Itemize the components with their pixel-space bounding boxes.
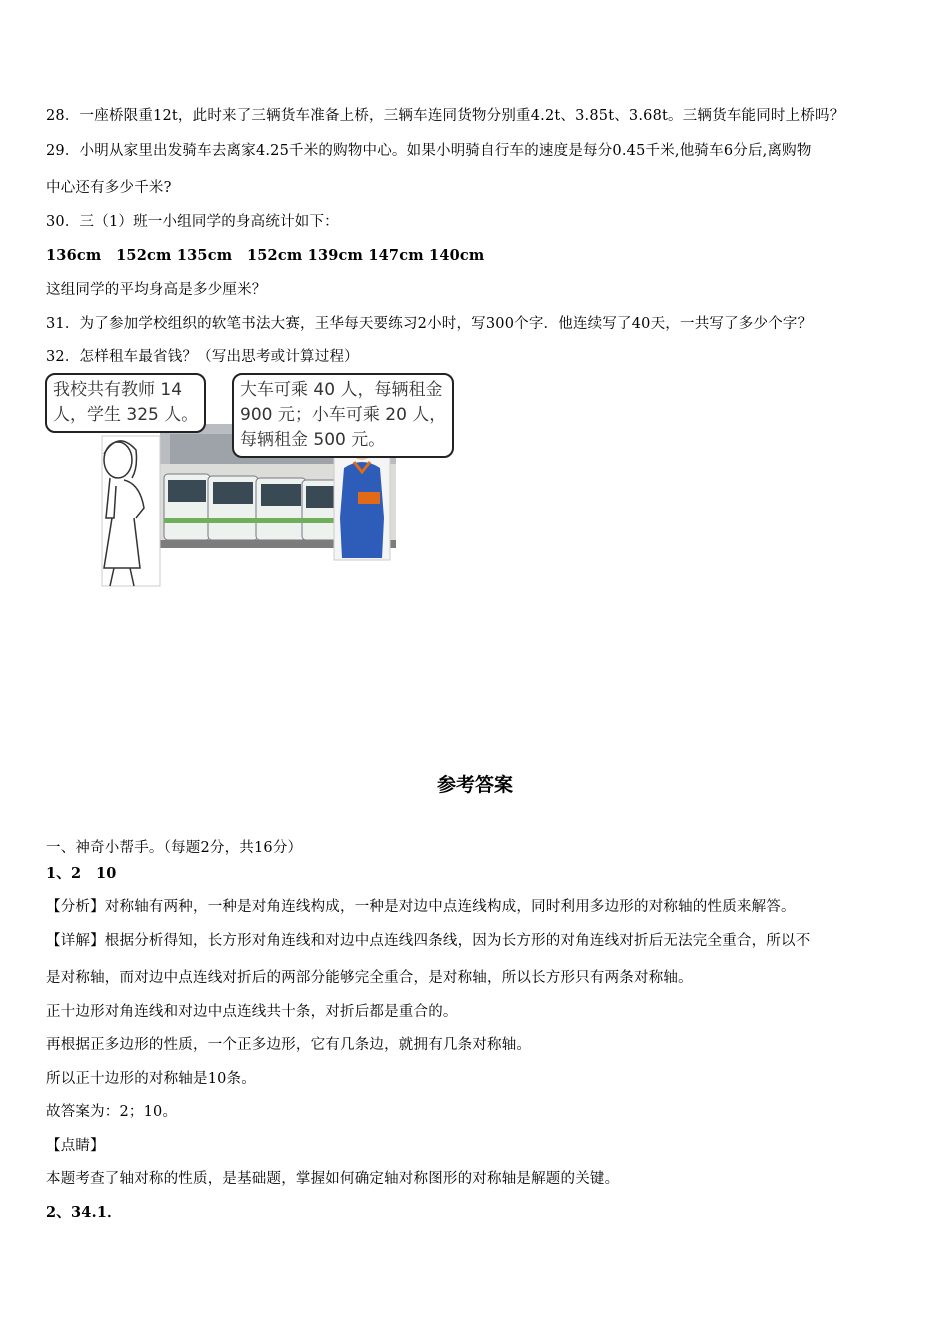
answer-1: 1、2 10 [46, 865, 117, 882]
bus-rental-illustration [40, 368, 470, 590]
bubble-teacher-line-1: 我校共有教师 14 [53, 380, 183, 400]
question-31: 31．为了参加学校组织的软笔书法大赛，王华每天要练习2小时，写300个字．他连续写了40天，一共写了多少个字？ [46, 316, 813, 332]
answers-section-1: 一、神奇小帮手。（每题2分，共16分） [46, 840, 303, 856]
question-28: 28．一座桥限重12t，此时来了三辆货车准备上桥，三辆车连同货物分别重4.2t、3.85t、3.68t。三辆货车能同时上桥吗？ [46, 108, 845, 124]
bubble-teacher-line-2: 人，学生 325 人。 [53, 405, 199, 425]
bubble-stewardess-line-1: 大车可乘 40 人，每辆租金 [240, 380, 443, 400]
question-30-ask: 这组同学的平均身高是多少厘米？ [46, 282, 267, 298]
question-32: 32．怎样租车最省钱？（写出思考或计算过程） [46, 349, 359, 365]
answer-1-line-3: 正十边形对角连线和对边中点连线共十条，对折后都是重合的。 [46, 1004, 458, 1020]
answer-1-analysis: 【分析】对称轴有两种，一种是对角连线构成，一种是对边中点连线构成，同时利用多边形的对称轴的性质来解答。 [46, 899, 796, 915]
question-30: 30．三（1）班一小组同学的身高统计如下： [46, 214, 339, 230]
bubble-stewardess-line-3: 每辆租金 500 元。 [240, 430, 386, 450]
answer-1-detail-cont: 是对称轴，而对边中点连线对折后的两部分能够完全重合，是对称轴，所以长方形只有两条对称轴。 [46, 970, 693, 986]
question-30-heights: 136cm 152cm 135cm 152cm 139cm 147cm 140cm [46, 247, 485, 264]
answer-1-line-4: 再根据正多边形的性质，一个正多边形，它有几条边，就拥有几条对称轴。 [46, 1037, 532, 1053]
answer-2: 2、34.1． [46, 1204, 122, 1221]
answer-1-comment: 本题考查了轴对称的性质，是基础题，掌握如何确定轴对称图形的对称轴是解题的关键。 [46, 1171, 620, 1187]
speech-bubble-teacher [45, 373, 206, 433]
question-29: 29．小明从家里出发骑车去离家4.25千米的购物中心。如果小明骑自行车的速度是每分0.45千米,他骑车6分后,离购物 [46, 143, 812, 159]
answers-title: 参考答案 [436, 774, 513, 796]
bubble-stewardess-line-2: 900 元；小车可乘 20 人， [240, 405, 447, 425]
speech-bubble-stewardess [232, 373, 454, 458]
answer-1-line-6: 故答案为：2；10。 [46, 1104, 178, 1120]
answer-1-comment-label: 【点睛】 [46, 1138, 105, 1154]
question-29-cont: 中心还有多少千米? [46, 180, 172, 196]
answer-1-line-5: 所以正十边形的对称轴是10条。 [46, 1071, 256, 1087]
answer-1-detail: 【详解】根据分析得知，长方形对角连线和对边中点连线四条线，因为长方形的对角连线对折后无法完全重合，所以不 [46, 933, 811, 949]
